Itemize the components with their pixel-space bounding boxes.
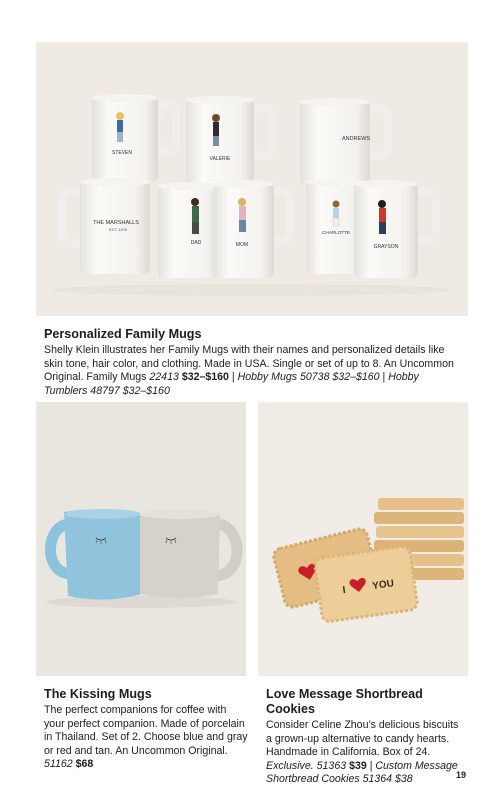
cookies-body bbox=[266, 719, 466, 787]
kissing-mugs-body bbox=[44, 704, 249, 772]
mug-steven bbox=[92, 94, 176, 182]
mug-grayson bbox=[354, 180, 436, 278]
cookies-description: Consider Celine Zhou’s delicious biscuits a grown-up alternative to candy hearts. Handmade in California. Box of 24. bbox=[266, 719, 459, 759]
family-mugs-copy bbox=[44, 327, 464, 398]
page-number: 19 bbox=[455, 770, 466, 780]
separator: | bbox=[379, 371, 389, 384]
mug-label-valerie: VALERIE bbox=[209, 156, 231, 162]
mug-marshalls bbox=[62, 178, 150, 274]
family-mugs-body bbox=[44, 344, 464, 398]
hobby-mugs-line: Hobby Mugs 50738 $32–$160 bbox=[237, 371, 380, 384]
family-mugs-photo bbox=[36, 42, 468, 316]
family-mugs-item-no: 22413 bbox=[149, 371, 179, 384]
kissing-mugs-photo bbox=[36, 402, 246, 676]
kissing-mugs-copy bbox=[44, 687, 249, 772]
mug-label-dad: DAD bbox=[190, 240, 202, 246]
mug-mom bbox=[214, 180, 290, 278]
cookies-title: Love Message Shortbread Cookies bbox=[266, 687, 423, 716]
family-mugs-title: Personalized Family Mugs bbox=[44, 327, 202, 341]
mug-label-marshalls: THE MARSHALLS bbox=[93, 220, 139, 226]
kissing-mugs-item-no: 51162 bbox=[44, 758, 73, 771]
mug-label-grayson: GRAYSON bbox=[373, 244, 399, 250]
cookies-item-no: 51363 bbox=[316, 759, 347, 772]
cookie-front bbox=[314, 546, 418, 623]
mug-label-mom: MOM bbox=[235, 242, 249, 248]
family-mugs-price: $32–$160 bbox=[181, 371, 229, 384]
kissing-mugs-description: The perfect companions for coffee with your perfect companion. Made of porcelain in Thailand. Set of 2. Choose blue and gray or red and tan. An Uncommon Original. bbox=[44, 704, 248, 757]
mug-label-est: EST. 1976 bbox=[108, 227, 128, 232]
cookie-text-you: YOU bbox=[371, 578, 395, 593]
kissing-mugs-title: The Kissing Mugs bbox=[44, 687, 152, 701]
mug-label-charlotte: CHARLOTTE bbox=[322, 230, 350, 235]
hobby-tumblers-line: Hobby Tumblers 48797 $32–$160 bbox=[44, 371, 419, 397]
separator: | bbox=[228, 371, 238, 384]
cookie-text-i: I bbox=[341, 584, 347, 597]
mug-dad bbox=[158, 182, 220, 278]
custom-cookies-line: Custom Message Shortbread Cookies 51364 $38 bbox=[266, 759, 458, 786]
gray-mug bbox=[140, 509, 237, 598]
separator: | bbox=[366, 759, 376, 772]
kissing-mugs-price: $68 bbox=[75, 758, 94, 771]
shortbread-cookies-photo bbox=[258, 402, 468, 676]
mug-label-steven: STEVEN bbox=[111, 150, 133, 156]
mug-valerie bbox=[186, 96, 273, 186]
blue-mug bbox=[50, 509, 142, 600]
mug-label-andrews: ANDREWS bbox=[341, 136, 371, 142]
cookies-copy bbox=[266, 687, 466, 787]
cookies-price: $39 bbox=[349, 759, 367, 772]
mug-andrews bbox=[300, 98, 388, 186]
family-mugs-description: Shelly Klein illustrates her Family Mugs with their names and personalized details like skin tone, hair color, and clothing. Made in USA. Single or set of up to 8. An Uncommon Original. Family Mugs bbox=[44, 344, 454, 384]
cookies-exclusive: Exclusive. bbox=[266, 759, 314, 772]
